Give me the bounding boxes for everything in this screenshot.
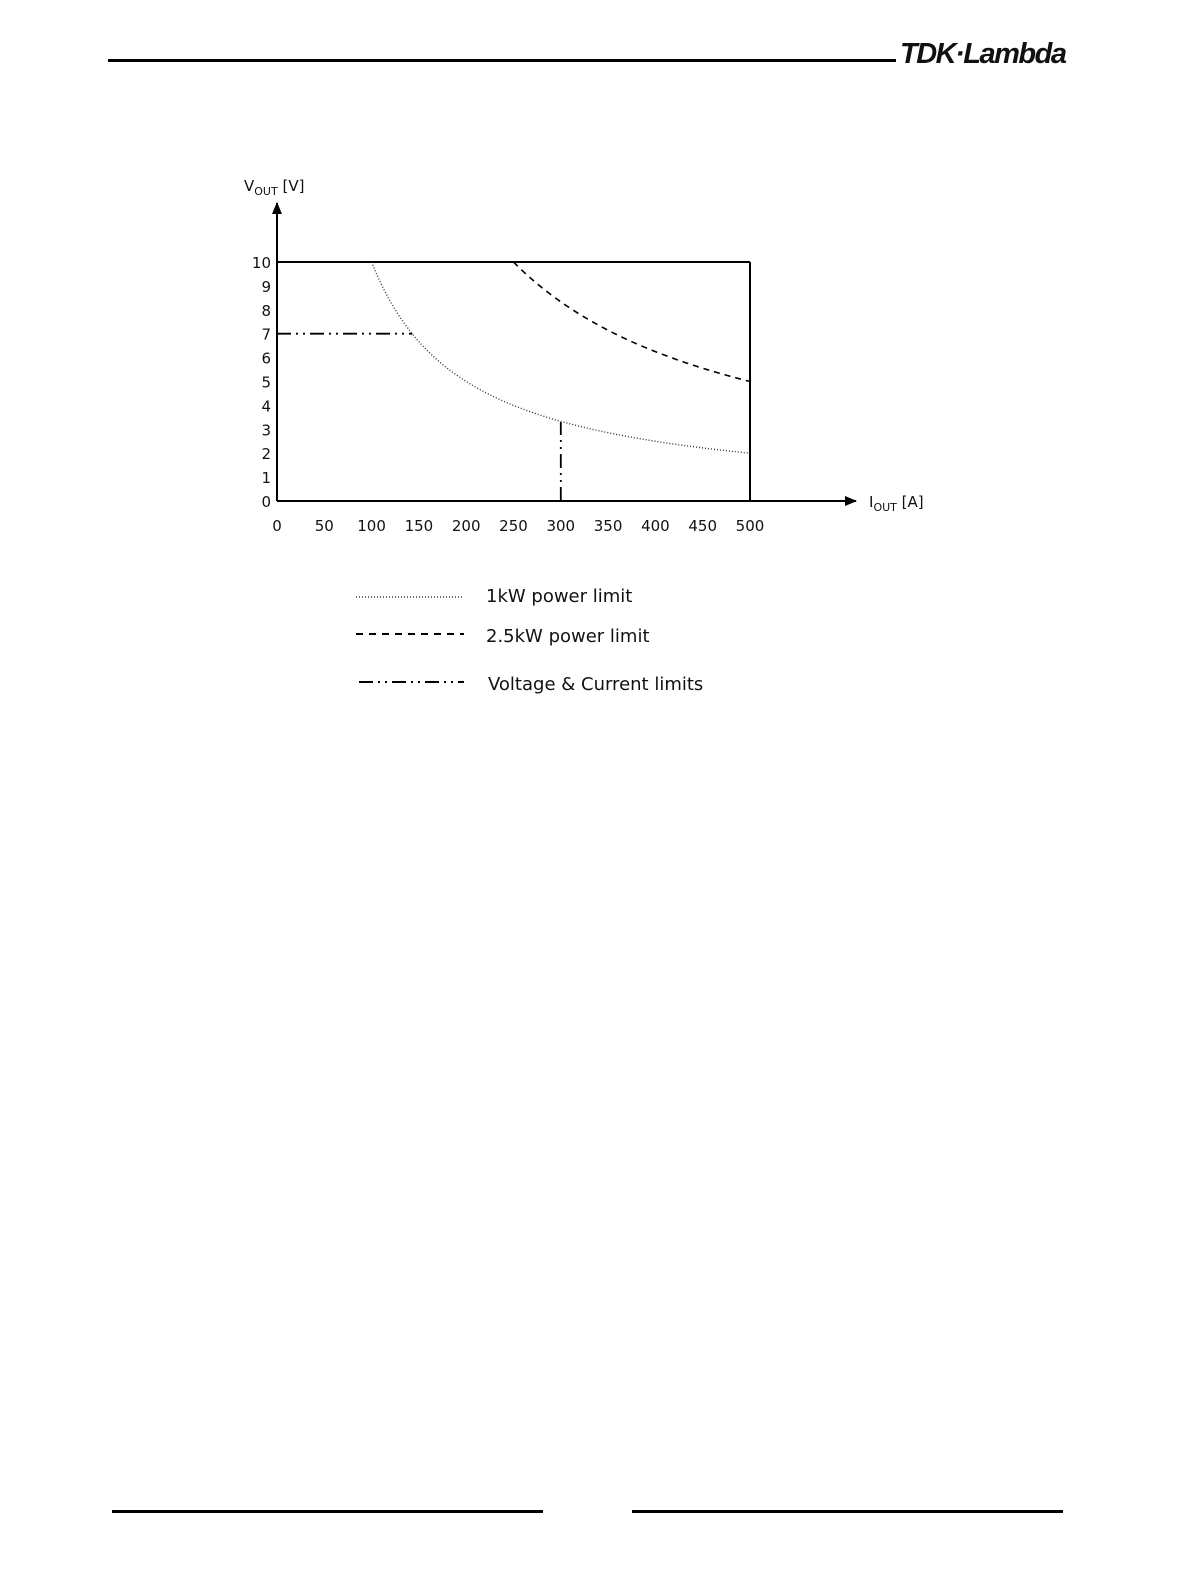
y-tick-label: 3 bbox=[261, 421, 271, 440]
legend bbox=[356, 586, 703, 695]
series-2500w-curve bbox=[514, 262, 751, 382]
y-tick-label: 0 bbox=[261, 493, 271, 511]
y-tick-label: 1 bbox=[261, 469, 271, 488]
y-tick-label: 2 bbox=[261, 445, 271, 464]
y-tick-label: 7 bbox=[261, 325, 271, 344]
x-tick-label: 200 bbox=[451, 517, 481, 535]
legend-label-1kw: 1kW power limit bbox=[486, 586, 633, 607]
x-tick-label: 250 bbox=[499, 517, 528, 535]
series-lines bbox=[277, 262, 750, 501]
x-tick-label: 450 bbox=[688, 517, 718, 535]
y-axis-label: $V_{OUT}$ [V] bbox=[244, 177, 305, 198]
boundary-lines bbox=[277, 262, 750, 501]
y-tick-label: 10 bbox=[251, 254, 271, 272]
y-tick-label: 9 bbox=[261, 277, 271, 296]
footer-rule-left bbox=[112, 1510, 543, 1513]
x-tick-label: 400 bbox=[641, 517, 670, 535]
power-limit-chart bbox=[0, 0, 1191, 760]
y-tick-label: 5 bbox=[261, 373, 271, 392]
brand-logo: TDK·Lambda bbox=[900, 38, 1066, 70]
legend-label-2-5kw: 2.5kW power limit bbox=[486, 626, 650, 647]
y-tick-label: 6 bbox=[261, 349, 271, 368]
x-tick-label: 0 bbox=[272, 517, 282, 535]
y-tick-label: 8 bbox=[261, 301, 271, 320]
y-tick-labels bbox=[252, 254, 271, 511]
x-tick-label: 300 bbox=[546, 517, 576, 535]
x-tick-label: 500 bbox=[735, 517, 765, 535]
x-tick-label: 100 bbox=[357, 517, 386, 535]
footer-rule-right bbox=[632, 1510, 1063, 1513]
x-tick-label: 350 bbox=[593, 517, 623, 535]
legend-label-limits: Voltage & Current limits bbox=[488, 674, 704, 695]
x-tick-label: 50 bbox=[314, 517, 334, 535]
x-axis-label: $I_{OUT}$ [A] bbox=[869, 493, 924, 514]
x-tick-label: 150 bbox=[404, 517, 434, 535]
x-tick-labels bbox=[272, 517, 764, 535]
y-tick-label: 4 bbox=[261, 397, 271, 416]
